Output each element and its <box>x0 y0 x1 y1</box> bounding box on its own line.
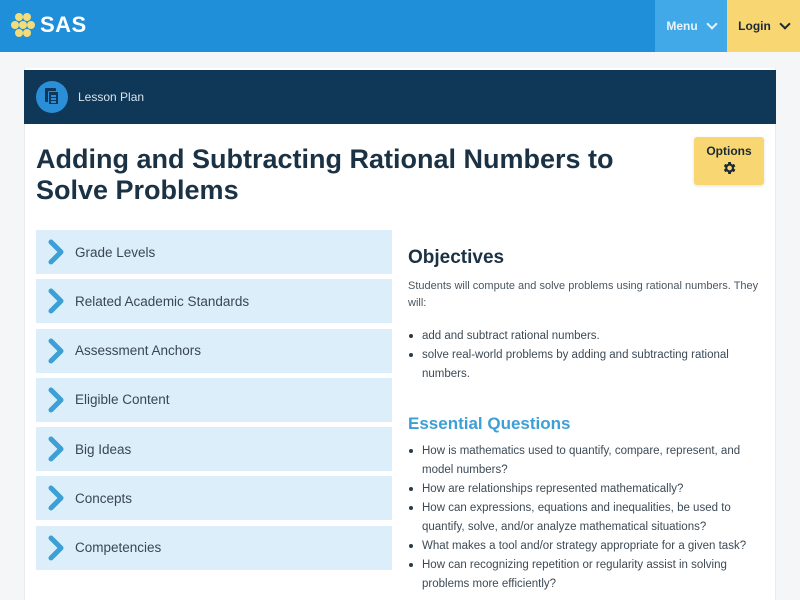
lesson-details <box>408 246 768 594</box>
objectives-heading: Objectives <box>408 247 505 268</box>
chevron-right-icon <box>48 239 66 265</box>
banner-label: Lesson Plan <box>78 90 145 104</box>
options-label: Options <box>706 144 752 158</box>
accordion-label: Grade Levels <box>75 244 156 260</box>
sas-logo[interactable] <box>11 12 87 38</box>
chevron-right-icon <box>48 535 66 561</box>
list-item: How can expressions, equations and inequalities, be used to quantify, solve, and/or analyze mathematical situations? <box>408 499 768 537</box>
login-button[interactable] <box>727 0 800 52</box>
lesson-plan-banner <box>24 70 776 124</box>
honeycomb-logo-icon <box>11 12 37 38</box>
essential-questions-list <box>408 442 768 594</box>
accordion-item-assessment-anchors[interactable] <box>36 329 392 373</box>
list-item: add and subtract rational numbers. <box>408 327 768 346</box>
chevron-down-icon <box>706 18 717 29</box>
logo-text: SAS <box>40 12 87 37</box>
accordion-item-grade-levels[interactable] <box>36 230 392 274</box>
accordion-label: Concepts <box>75 490 133 506</box>
accordion-label: Big Ideas <box>75 441 132 457</box>
list-item: What makes a tool and/or strategy appropriate for a given task? <box>408 537 768 556</box>
accordion-label: Assessment Anchors <box>75 343 202 359</box>
list-item: solve real-world problems by adding and subtracting rational numbers. <box>408 346 768 384</box>
accordion-label: Related Academic Standards <box>75 293 250 309</box>
chevron-right-icon <box>48 338 66 364</box>
objectives-intro: Students will compute and solve problems using rational numbers. They will: <box>408 280 759 309</box>
list-item: How is mathematics used to quantify, compare, represent, and model numbers? <box>408 442 768 480</box>
list-item: How can recognizing repetition or regularity assist in solving problems more efficiently? <box>408 556 768 594</box>
list-item: How are relationships represented mathematically? <box>408 480 768 499</box>
accordion-item-concepts[interactable] <box>36 476 392 520</box>
essential-questions-heading: Essential Questions <box>408 414 571 433</box>
lesson-accordion <box>36 230 392 575</box>
top-navigation-bar <box>0 0 800 52</box>
menu-label: Menu <box>666 19 698 33</box>
menu-button[interactable] <box>655 0 727 52</box>
chevron-right-icon <box>48 485 66 511</box>
options-button[interactable] <box>694 137 764 185</box>
accordion-item-eligible-content[interactable] <box>36 378 392 422</box>
accordion-label: Eligible Content <box>75 392 170 408</box>
chevron-right-icon <box>48 436 66 462</box>
gear-icon <box>721 160 737 176</box>
chevron-right-icon <box>48 387 66 413</box>
accordion-label: Competencies <box>75 540 162 556</box>
objectives-list <box>408 327 768 384</box>
chevron-right-icon <box>48 288 66 314</box>
chevron-down-icon <box>779 18 790 29</box>
accordion-item-related-academic-standards[interactable] <box>36 279 392 323</box>
accordion-item-big-ideas[interactable] <box>36 427 392 471</box>
login-label: Login <box>738 19 771 33</box>
page-title: Adding and Subtracting Rational Numbers to Solve Problems <box>36 144 614 205</box>
document-icon <box>36 81 68 113</box>
accordion-item-competencies[interactable] <box>36 526 392 570</box>
